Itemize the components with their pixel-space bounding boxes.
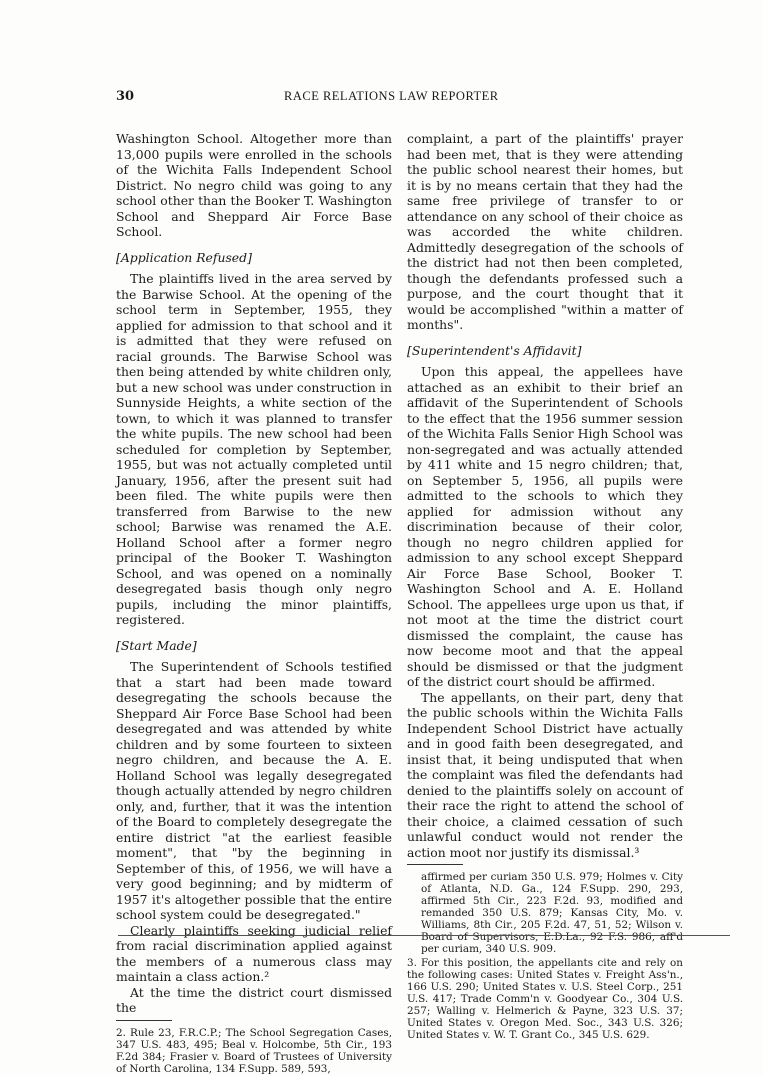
paragraph: Washington School. Altogether more than 13,000 pupils were enrolled in the schools of the Wichita Falls Independent School District. No negro child was going to any school other than the Booker T. Washington School and Sheppard Air Force Base School. [116, 131, 392, 239]
paragraph: Upon this appeal, the appellees have attached as an exhibit to their brief an affidavit of the Superintendent of Schools to the effect that the 1956 summer session of the Wichita Falls Senior High School was non-segregated and was actually attended by 411 white and 15 negro children; that, on September 5, 1956, all pupils were admitted to the schools to which they applied for admission without any discrimination because of their color, though no negro children applied for admission to any school except Sheppard Air Force Base School, Booker T. Washington School and A. E. Holland School. The appellees urge upon us that, if not moot at the time the district court dismissed the complaint, the cause has now become moot and that the appeal should be dismissed or that the judgment of the district court should be affirmed. [407, 364, 683, 689]
paragraph: The appellants, on their part, deny that the public schools within the Wichita Falls Independent School District have actually and in good faith been desegregated, and insist that, it being undisputed that when the complaint was filed the defendants had denied to the plaintiffs solely on account of their race the right to attend the school of their choice, a claimed cessation of such unlawful conduct would not render the action moot nor justify its dismissal.³ [407, 689, 683, 860]
footnote-text: For this position, the appellants cite and rely on the following cases: United States v. Freight Ass'n., 166 U.S. 290; United States v. U.S. Steel Corp., 251 U.S. 417; Trade Comm'n v. Goodyear Co., 304 U.S. 257; Walling v. Helmerich & Payne, 323 U.S. 37; United States v. Oregon Med. Soc., 343 U.S. 326; United States v. W. T. Grant Co., 345 U.S. 629. [407, 957, 683, 1041]
paragraph: The Superintendent of Schools testified that a start had been made toward desegregating the schools because the Sheppard Air Force Base School had been desegregated and was attended by white children and by some fourteen to sixteen negro children, and because the A. E. Holland School was legally desegregated though actually attended by negro children only, and, further, that it was the intention of the Board to completely desegregate the entire district "at the earliest feasible moment", that "by the beginning in September of this, of 1956, we will have a very good beginning; and by midterm of 1957 it's altogether possible that the entire school system could be desegregated." [116, 659, 392, 922]
bottom-rule [118, 935, 730, 936]
footnote-rule [407, 864, 463, 865]
right-column [407, 131, 683, 1041]
page-number: 30 [116, 89, 135, 104]
footnote-rule [116, 1020, 172, 1021]
paragraph: Clearly plaintiffs seeking judicial relief from racial discrimination applied against the members of a numerous class may maintain a class action.² [116, 922, 392, 984]
paragraph: At the time the district court dismissed the [116, 984, 392, 1015]
running-title: RACE RELATIONS LAW REPORTER [284, 89, 499, 103]
paragraph: complaint, a part of the plaintiffs' prayer had been met, that is they were attending the public school nearest their homes, but it is by no means certain that they had the same free privilege of transfer to or attendance on any school of their choice as was accorded the white children. Admittedly desegregation of the schools of the district had not then been completed, though the defendants professed such a purpose, and the court thought that it would be accomplished "within a matter of months". [407, 131, 683, 332]
footnote-3 [407, 957, 683, 1041]
section-heading: [Start Made] [116, 637, 197, 653]
footnote-number: 3. [407, 957, 417, 969]
footnote-text: Rule 23, F.R.C.P.; The School Segregation Cases, 347 U.S. 483, 495; Beal v. Holcombe, 5th Cir., 193 F.2d 384; Frasier v. Board of Trustees of University of North Carolina, 134 F.Supp. 589, 593, [116, 1026, 392, 1075]
footnote-number: 2. [116, 1026, 126, 1039]
footnote-2-continued: affirmed per curiam 350 U.S. 979; Holmes v. City of Atlanta, N.D. Ga., 124 F.Supp. 290, 293, affirmed 5th Cir., 223 F.2d. 93, modified and remanded 350 U.S. 879; Kansas City, Mo. v. Williams, 8th Cir., 205 F.2d. 47, 51, 52; Wilson v. Board of Supervisors, E.D.La., 92 F.S. 986, aff'd per curiam, 340 U.S. 909. [421, 871, 683, 955]
footnote-2 [116, 1027, 392, 1075]
section-heading: [Superintendent's Affidavit] [407, 342, 582, 358]
section-heading: [Application Refused] [116, 249, 252, 265]
page-header [0, 87, 763, 109]
left-column [116, 131, 392, 1075]
paragraph: The plaintiffs lived in the area served by the Barwise School. At the opening of the school term in September, 1955, they applied for admission to that school and it is admitted that they were refused on racial grounds. The Barwise School was then being attended by white children only, but a new school was under construction in Sunnyside Heights, a white section of the town, to which it was planned to transfer the white pupils. The new school had been scheduled for completion by September, 1955, but was not actually completed until January, 1956, after the present suit had been filed. The white pupils were then transferred from Barwise to the new school; Barwise was renamed the A.E. Holland School after a former negro principal of the Booker T. Washington School, and was opened on a nominally desegregated basis though only negro pupils, including the minor plaintiffs, registered. [116, 271, 392, 627]
